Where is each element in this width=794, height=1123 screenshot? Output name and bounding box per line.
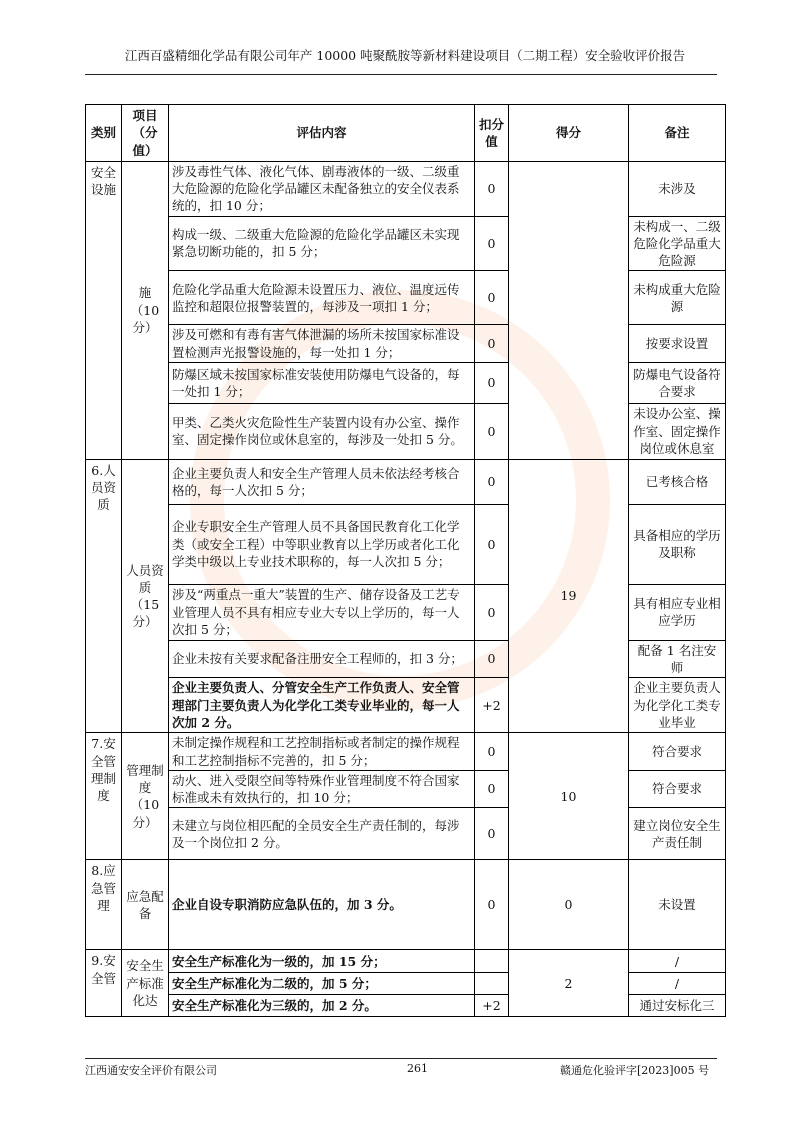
- remark-cell: 企业主要负责人为化学化工类专业毕业: [629, 678, 726, 733]
- table-row: [86, 733, 726, 771]
- deduct-cell: 0: [475, 640, 509, 678]
- table-row: [86, 770, 726, 808]
- table-row: [86, 678, 726, 733]
- deduct-cell: +2: [475, 678, 509, 733]
- deduct-cell: 0: [475, 271, 509, 325]
- table-row: [86, 504, 726, 584]
- header-rule: [85, 74, 717, 75]
- remark-cell: 建立岗位安全生产责任制: [629, 808, 726, 860]
- content-cell: 安全生产标准化为三级的，加 2 分。: [169, 995, 475, 1017]
- content-cell: 涉及“两重点一重大”装置的生产、储存设备及工艺专业管理人员不具有相应专业大专以上学历的，每一人次扣 5 分；: [169, 584, 475, 640]
- content-cell: 安全生产标准化为二级的，加 5 分；: [169, 973, 475, 995]
- item-cell: 人员资质（15分）: [122, 459, 169, 733]
- table-row: [86, 271, 726, 325]
- deduct-cell: 0: [475, 403, 509, 459]
- content-cell: 未制定操作规程和工艺控制指标或者制定的操作规程和工艺控制指标不完善的，扣 5 分；: [169, 733, 475, 771]
- remark-cell: 未涉及: [629, 161, 726, 216]
- table-row: [86, 640, 726, 678]
- content-cell: 企业未按有关要求配备注册安全工程师的，扣 3 分；: [169, 640, 475, 678]
- deduct-cell: 0: [475, 770, 509, 808]
- content-cell: 防爆区域未按国家标准安装使用防爆电气设备的，每一处扣 1 分；: [169, 362, 475, 403]
- footer-report-number: 赣通危化验评字[2023]005 号: [560, 1064, 710, 1077]
- col-header-item: 项目（分值）: [122, 105, 169, 162]
- content-cell: 未建立与岗位相匹配的全员安全生产责任制的，每涉及一个岗位扣 2 分。: [169, 808, 475, 860]
- remark-cell: 通过安标化三: [629, 995, 726, 1017]
- deduct-cell: 0: [475, 216, 509, 271]
- content-cell: 涉及可燃和有毒有害气体泄漏的场所未按国家标准设置检测声光报警设施的，每一处扣 1 分；: [169, 325, 475, 363]
- remark-cell: 具有相应专业相应学历: [629, 584, 726, 640]
- footer-page-number: 261: [407, 1062, 428, 1075]
- remark-cell: 未构成重大危险源: [629, 271, 726, 325]
- table-row: [86, 808, 726, 860]
- deduct-cell: 0: [475, 459, 509, 504]
- remark-cell: 未设办公室、操作室、固定操作岗位或休息室: [629, 403, 726, 459]
- remark-cell: /: [629, 973, 726, 995]
- category-cell: 安全设施: [86, 161, 122, 459]
- col-header-category: 类别: [86, 105, 122, 162]
- table-row: [86, 459, 726, 504]
- category-cell: 6.人员资质: [86, 459, 122, 733]
- deduct-cell: 0: [475, 161, 509, 216]
- item-cell: 施（10分）: [122, 161, 169, 459]
- footer-company: 江西通安安全评价有限公司: [85, 1064, 217, 1077]
- remark-cell: /: [629, 950, 726, 973]
- category-cell: 9.安全管: [86, 950, 122, 1017]
- remark-cell: 符合要求: [629, 733, 726, 771]
- table-body: [86, 161, 726, 1017]
- remark-cell: 符合要求: [629, 770, 726, 808]
- content-cell: 安全生产标准化为一级的，加 15 分；: [169, 950, 475, 973]
- remark-cell: 未设置: [629, 860, 726, 950]
- content-cell: 甲类、乙类火灾危险性生产装置内设有办公室、操作室、固定操作岗位或休息室的，每涉及一处扣 5 分。: [169, 403, 475, 459]
- score-cell: 0: [509, 860, 629, 950]
- deduct-cell: 0: [475, 808, 509, 860]
- content-cell: 企业自设专职消防应急队伍的，加 3 分。: [169, 860, 475, 950]
- table-row: [86, 325, 726, 363]
- page-header-title: 江西百盛精细化学品有限公司年产 10000 吨聚酰胺等新材料建设项目（二期工程）安全验收评价报告: [124, 48, 686, 63]
- score-cell: 2: [509, 950, 629, 1017]
- deduct-cell: 0: [475, 584, 509, 640]
- score-cell: 10: [509, 733, 629, 860]
- content-cell: 动火、进入受限空间等特殊作业管理制度不符合国家标准或未有效执行的，扣 10 分；: [169, 770, 475, 808]
- col-header-content: 评估内容: [169, 105, 475, 162]
- remark-cell: 已考核合格: [629, 459, 726, 504]
- col-header-score: 得分: [509, 105, 629, 162]
- table-row: [86, 161, 726, 216]
- content-cell: 企业专职安全生产管理人员不具备国民教育化工化学类（或安全工程）中等职业教育以上学历或者化工化学类中级以上专业技术职称的，每一人次扣 5 分；: [169, 504, 475, 584]
- deduct-cell: [475, 973, 509, 995]
- remark-cell: 按要求设置: [629, 325, 726, 363]
- content-cell: 企业主要负责人和安全生产管理人员未依法经考核合格的，每一人次扣 5 分；: [169, 459, 475, 504]
- content-cell: 危险化学品重大危险源未设置压力、液位、温度远传监控和超限位报警装置的，每涉及一项扣 1 分；: [169, 271, 475, 325]
- footer-rule: [85, 1058, 717, 1059]
- table-row: [86, 860, 726, 950]
- table-row: [86, 584, 726, 640]
- col-header-deduct: 扣分值: [475, 105, 509, 162]
- table-row: [86, 362, 726, 403]
- remark-cell: 未构成一、二级危险化学品重大危险源: [629, 216, 726, 271]
- table-row: [86, 973, 726, 995]
- content-cell: 构成一级、二级重大危险源的危险化学品罐区未实现紧急切断功能的，扣 5 分；: [169, 216, 475, 271]
- table-row: [86, 950, 726, 973]
- score-cell: [509, 161, 629, 459]
- score-cell: 19: [509, 459, 629, 733]
- deduct-cell: 0: [475, 362, 509, 403]
- table-row: [86, 995, 726, 1017]
- deduct-cell: [475, 950, 509, 973]
- content-cell: 企业主要负责人、分管安全生产工作负责人、安全管理部门主要负责人为化学化工类专业毕业的，每一人次加 2 分。: [169, 678, 475, 733]
- item-cell: 安全生产标准化达: [122, 950, 169, 1017]
- remark-cell: 配备 1 名注安师: [629, 640, 726, 678]
- table-row: [86, 403, 726, 459]
- content-cell: 涉及毒性气体、液化气体、剧毒液体的一级、二级重大危险源的危险化学品罐区未配备独立的安全仪表系统的，扣 10 分；: [169, 161, 475, 216]
- col-header-remark: 备注: [629, 105, 726, 162]
- table-header-row: [86, 105, 726, 162]
- deduct-cell: +2: [475, 995, 509, 1017]
- category-cell: 8.应急管理: [86, 860, 122, 950]
- item-cell: 管理制度（10分）: [122, 733, 169, 860]
- deduct-cell: 0: [475, 325, 509, 363]
- remark-cell: 具备相应的学历及职称: [629, 504, 726, 584]
- deduct-cell: 0: [475, 504, 509, 584]
- table-row: [86, 216, 726, 271]
- deduct-cell: 0: [475, 860, 509, 950]
- category-cell: 7.安全管理制度: [86, 733, 122, 860]
- evaluation-table: [85, 104, 726, 1017]
- deduct-cell: 0: [475, 733, 509, 771]
- remark-cell: 防爆电气设备符合要求: [629, 362, 726, 403]
- item-cell: 应急配备: [122, 860, 169, 950]
